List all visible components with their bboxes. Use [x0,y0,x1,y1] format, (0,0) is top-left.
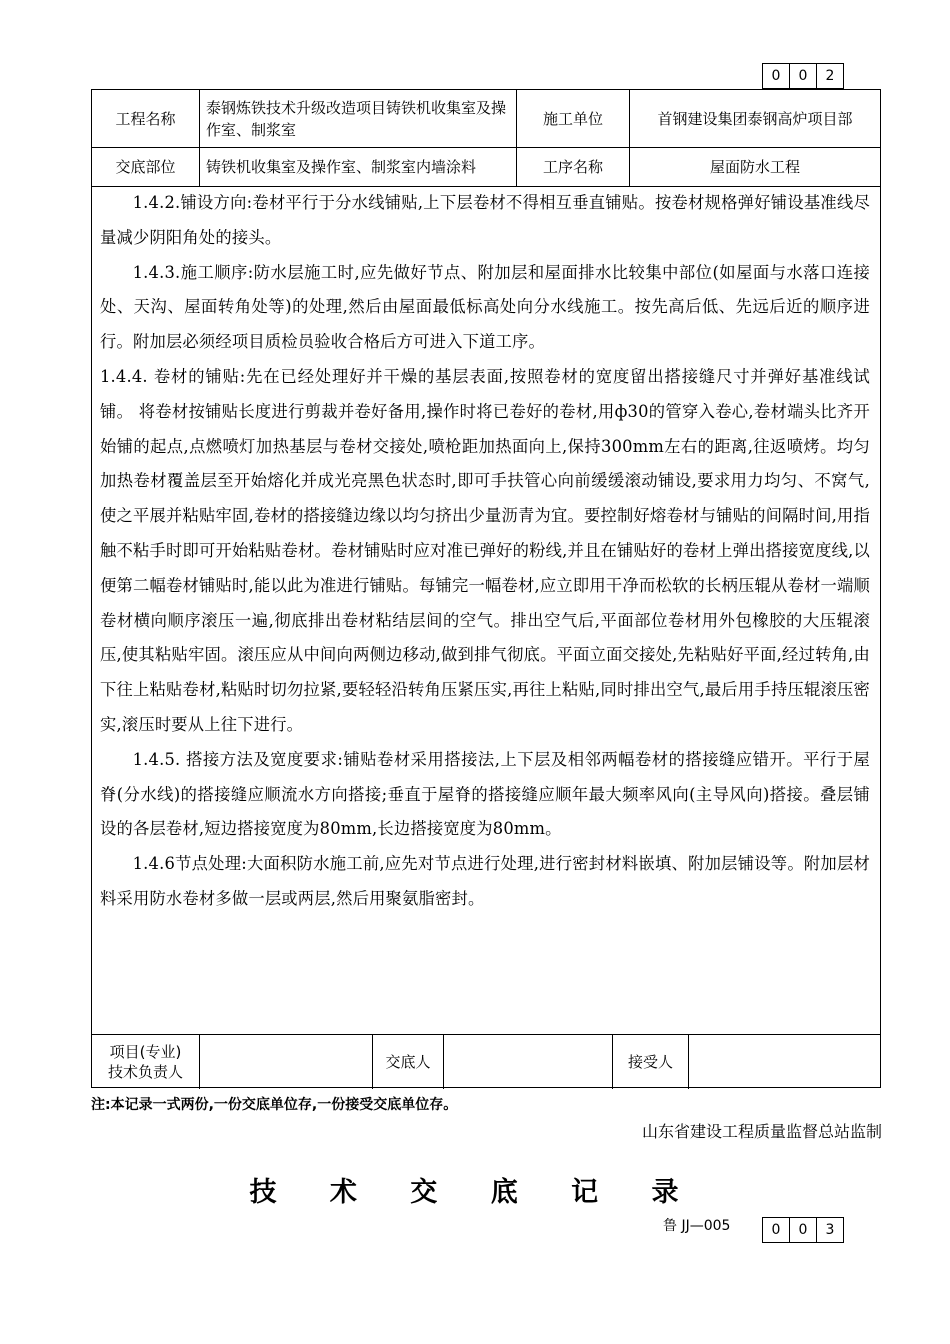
handover-person-label: 交底人 [385,1053,431,1071]
construction-unit-value: 首钢建设集团泰钢高炉项目部 [657,109,853,128]
tech-lead-signature[interactable] [200,1035,372,1089]
supervisor-label: 山东省建设工程质量监督总站监制 [641,1122,882,1141]
paragraph-overlap-method: 1.4.5. 搭接方法及宽度要求:铺贴卷材采用搭接法,上下层及相邻两幅卷材的搭接缝应错开。平行于屋脊(分水线)的搭接缝应顺流水方向搭接;垂直于屋脊的搭接缝应顺年最大频率风向(主导风向)搭接。叠层铺设的各层卷材,短边搭接宽度为80mm,长边搭接宽度为80mm。 [100,749,870,839]
tech-lead-label [92,1035,199,1089]
serial-digit: 2 [816,63,844,89]
paragraph-laying-direction: 1.4.2.铺设方向:卷材平行于分水线铺贴,上下层卷材不得相互垂直铺贴。按卷材规格弹好铺设基准线尽量减少阴阳角处的接头。 [100,193,870,247]
paragraph-construction-sequence: 1.4.3.施工顺序:防水层施工时,应先做好节点、附加层和屋面排水比较集中部位(如屋面与水落口连接处、天沟、屋面转角处等)的处理,然后由屋面最低标高处向分水线施工。按先高后低、先远后近的顺序进行。附加层必须经项目质检员验收合格后方可进入下道工序。 [100,262,870,352]
tech-lead-label-line2: 技术负责人 [107,1063,183,1081]
handover-person-signature[interactable] [444,1035,612,1089]
receiver-signature[interactable] [689,1035,880,1089]
serial-digit: 0 [762,1217,790,1243]
serial-number-bottom [763,1217,844,1243]
serial-digit: 0 [789,63,817,89]
serial-digit: 3 [816,1217,844,1243]
paragraph-membrane-laying: 1.4.4. 卷材的铺贴:先在已经处理好并干燥的基层表面,按照卷材的宽度留出搭接缝尺寸并弹好基准线试铺。 将卷材按铺贴长度进行剪裁并卷好备用,操作时将已卷好的卷材,用ф30的管穿入卷心,卷材端头比齐开始铺的起点,点燃喷灯加热基层与卷材交接处,喷枪距加热面向上,保持300mm左右的距离,往返喷烤。均匀加热卷材覆盖层至开始熔化并成光亮黑色状态时,即可手扶管心向前缓缓滚动铺设,要求用力均匀、不窝气,使之平展并粘贴牢固,卷材的搭接缝边缘以均匀挤出少量沥青为宜。要控制好熔卷材与铺贴的间隔时间,用指触不粘手时即可开始粘贴卷材。卷材铺贴时应对准已弹好的粉线,并且在铺贴好的卷材上弹出搭接宽度线,以便第二幅卷材铺贴时,能以此为准进行铺贴。每铺完一幅卷材,应立即用干净而松软的长柄压辊从卷材一端顺卷材横向顺序滚压一遍,彻底排出卷材粘结层间的空气。排出空气后,平面部位卷材用外包橡胶的大压辊滚压,使其粘贴牢固。滚压应从中间向两侧边移动,做到排气彻底。平面立面交接处,先粘贴好平面,经过转角,由下往上粘贴卷材,粘贴时切勿拉紧,要轻轻沿转角压紧压实,再往上粘贴,同时排出空气,最后用手持压辊滚压密实,滚压时要从上往下进行。 [100,366,870,734]
serial-number-top [763,63,844,89]
tech-lead-label-line1: 项目(专业) [109,1043,182,1061]
process-label: 工序名称 [542,158,603,176]
serial-digit: 0 [762,63,790,89]
form-code: 鲁 JJ—005 [663,1218,731,1234]
process-value: 屋面防水工程 [709,158,800,176]
serial-digit: 0 [789,1217,817,1243]
construction-unit-label: 施工单位 [542,109,603,128]
record-note: 注:本记录一式两份,一份交底单位存,一份接受交底单位存。 [91,1097,458,1113]
paragraph-node-treatment: 1.4.6节点处理:大面积防水施工前,应先对节点进行处理,进行密封材料嵌填、附加层铺设等。附加层材料采用防水卷材多做一层或两层,然后用聚氨脂密封。 [100,854,870,908]
handover-part-label: 交底部位 [115,158,176,176]
next-page-title: 技 术 交 底 记 录 [249,1177,701,1208]
record-form [91,89,881,1088]
project-name-value: 泰钢炼铁技术升级改造项目铸铁机收集室及操作室、制浆室 [206,98,507,139]
handover-content [100,186,870,917]
receiver-label: 接受人 [627,1053,673,1071]
project-name-label: 工程名称 [115,109,176,128]
handover-part-value: 铸铁机收集室及操作室、制浆室内墙涂料 [206,158,477,176]
